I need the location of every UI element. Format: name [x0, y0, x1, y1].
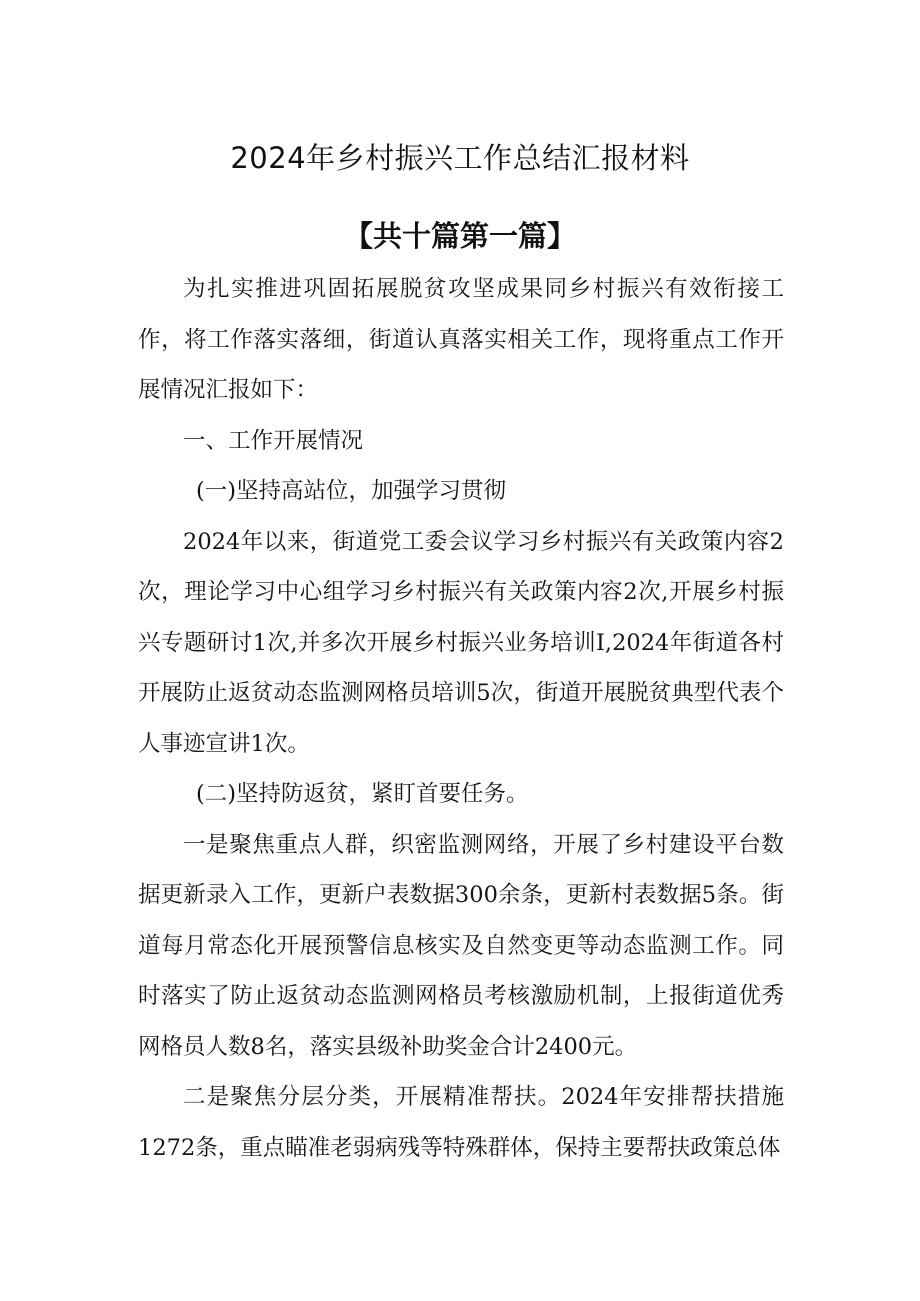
intro-paragraph: 为扎实推进巩固拓展脱贫攻坚成果同乡村振兴有效衔接工作，将工作落实落细，街道认真落实相关工作，现将重点工作开展情况汇报如下：: [138, 276, 784, 403]
document-body: [138, 264, 784, 1173]
document-subtitle: 【共十篇第一篇】: [343, 219, 576, 253]
body-paragraph-1: 2024年以来，街道党工委会议学习乡村振兴有关政策内容2次，理论学习中心组学习乡村振兴有关政策内容2次,开展乡村振兴专题研讨1次,并多次开展乡村振兴业务培训I,2024年街道各村开展防止返贫动态监测网格员培训5次，街道开展脱贫典型代表个人事迹宣讲1次。: [138, 528, 784, 757]
body-paragraph-3: 二是聚焦分层分类，开展精准帮扶。2024年安排帮扶措施1272条，重点瞄准老弱病残等特殊群体，保持主要帮扶政策总体: [138, 1084, 784, 1161]
subsection-heading-1: (一)坚持高站位，加强学习贯彻: [196, 478, 507, 504]
document-title: 2024年乡村振兴工作总结汇报材料: [230, 141, 690, 175]
body-paragraph-2: 一是聚焦重点人群，织密监测网络，开展了乡村建设平台数据更新录入工作，更新户表数据300余条，更新村表数据5条。街道每月常态化开展预警信息核实及自然变更等动态监测工作。同时落实了防止返贫动态监测网格员考核激励机制，上报街道优秀网格员人数8名，落实县级补助奖金合计2400元。: [138, 831, 784, 1060]
section-heading: 一、工作开展情况: [183, 427, 364, 454]
subsection-heading-2: (二)坚持防返贫，紧盯首要任务。: [196, 781, 529, 807]
